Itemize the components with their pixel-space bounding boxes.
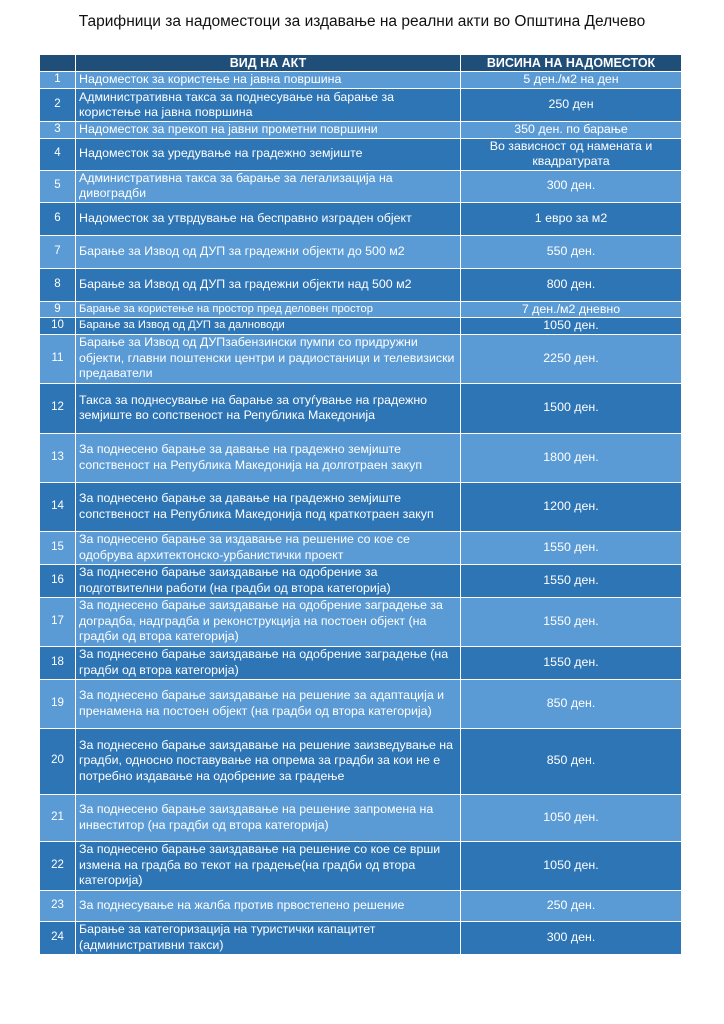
table-row xyxy=(40,89,682,122)
table-row xyxy=(40,268,682,301)
row-act-type: Барање за Извод од ДУП за градежни објекти до 500 м2 xyxy=(76,235,461,268)
table-row xyxy=(40,921,682,954)
row-number: 21 xyxy=(40,794,76,841)
row-act-type: Такса за поднесување на барање за отуѓување на градежно земјиште во сопственост на Република Македонија xyxy=(76,383,461,433)
table-row xyxy=(40,122,682,139)
table-row xyxy=(40,890,682,921)
row-act-type: Надоместок за користење на јавна површина xyxy=(76,72,461,89)
row-number: 24 xyxy=(40,921,76,954)
row-fee-amount: 350 ден. по барање xyxy=(461,122,682,139)
row-fee-amount: 1550 ден. xyxy=(461,597,682,646)
row-act-type: Барање за Извод од ДУП за градежни објекти над 500 м2 xyxy=(76,268,461,301)
row-number: 2 xyxy=(40,89,76,122)
row-act-type: Административна такса за барање за легализација на дивоградби xyxy=(76,170,461,202)
row-number: 4 xyxy=(40,138,76,170)
row-fee-amount: 300 ден. xyxy=(461,170,682,202)
row-number: 18 xyxy=(40,646,76,679)
row-act-type: За поднесено барање заиздавање на одобрение заградење за доградба, надградба и реконструкција на постоен објект (на градби од втора категорија) xyxy=(76,597,461,646)
table-header-row xyxy=(40,55,682,72)
row-fee-amount: 1550 ден. xyxy=(461,531,682,564)
header-fee-amount: ВИСИНА НА НАДОМЕСТОК xyxy=(461,55,682,72)
table-row xyxy=(40,646,682,679)
row-act-type: За поднесено барање заиздавање на одобрение за подготвителни работи (на градби од втора категорија) xyxy=(76,564,461,597)
row-act-type: За поднесено барање заиздавање на решение заизведување на градби, односно поставување на опрема за градби за кои не е потребно издавање на одобрение за градење xyxy=(76,728,461,794)
row-fee-amount: 2250 ден. xyxy=(461,334,682,383)
row-number: 7 xyxy=(40,235,76,268)
row-act-type: За поднесено барање за давање на градежно земјиште сопственост на Република Македонија под краткотраен закуп xyxy=(76,482,461,531)
row-act-type: За поднесување на жалба против првостепено решение xyxy=(76,890,461,921)
row-fee-amount: 800 ден. xyxy=(461,268,682,301)
row-fee-amount: Во зависност од намената и квадратурата xyxy=(461,138,682,170)
row-fee-amount: 1500 ден. xyxy=(461,383,682,433)
row-number: 5 xyxy=(40,170,76,202)
row-number: 20 xyxy=(40,728,76,794)
row-fee-amount: 5 ден./м2 на ден xyxy=(461,72,682,89)
row-act-type: За поднесено барање заиздавање на решение запромена на инвеститор (на градби од втора категорија) xyxy=(76,794,461,841)
row-fee-amount: 850 ден. xyxy=(461,728,682,794)
row-number: 19 xyxy=(40,679,76,728)
row-fee-amount: 250 ден. xyxy=(461,890,682,921)
row-act-type: Надоместок за уредување на градежно земјиште xyxy=(76,138,461,170)
row-fee-amount: 1 евро за м2 xyxy=(461,202,682,235)
row-number: 8 xyxy=(40,268,76,301)
row-number: 13 xyxy=(40,433,76,482)
table-row xyxy=(40,334,682,383)
row-fee-amount: 7 ден./м2 дневно xyxy=(461,301,682,318)
row-number: 3 xyxy=(40,122,76,139)
table-row xyxy=(40,170,682,202)
row-number: 9 xyxy=(40,301,76,318)
table-row xyxy=(40,841,682,890)
row-fee-amount: 1050 ден. xyxy=(461,318,682,335)
table-row xyxy=(40,202,682,235)
table-row xyxy=(40,318,682,335)
row-number: 16 xyxy=(40,564,76,597)
row-number: 15 xyxy=(40,531,76,564)
row-fee-amount: 550 ден. xyxy=(461,235,682,268)
table-row xyxy=(40,597,682,646)
row-act-type: Барање за Извод од ДУП за далноводи xyxy=(76,318,461,335)
row-act-type: За поднесено барање за издавање на решение со кое се одобрува архитектонско-урбанистички проект xyxy=(76,531,461,564)
row-fee-amount: 1050 ден. xyxy=(461,794,682,841)
row-act-type: За поднесено барање заиздавање на решение за адаптација и пренамена на постоен објект (на градби од втора категорија) xyxy=(76,679,461,728)
row-number: 23 xyxy=(40,890,76,921)
table-row xyxy=(40,72,682,89)
page-title: Тарифници за надоместоци за издавање на реални акти во Општина Делчево xyxy=(78,13,646,30)
row-fee-amount: 1550 ден. xyxy=(461,564,682,597)
table-row xyxy=(40,679,682,728)
row-fee-amount: 300 ден. xyxy=(461,921,682,954)
row-act-type: За поднесено барање заиздавање на одобрение заградење (на градби од втора категорија) xyxy=(76,646,461,679)
row-fee-amount: 1550 ден. xyxy=(461,646,682,679)
row-number: 22 xyxy=(40,841,76,890)
header-number xyxy=(40,55,76,72)
table-row xyxy=(40,728,682,794)
table-row xyxy=(40,301,682,318)
table-row xyxy=(40,794,682,841)
row-act-type: Барање за Извод од ДУПзабензински пумпи со придружни објекти, главни поштенски центри и радиостаници и телевизиски предаватели xyxy=(76,334,461,383)
table-row xyxy=(40,383,682,433)
row-act-type: Административна такса за поднесување на барање за користење на јавна површина xyxy=(76,89,461,122)
row-act-type: Надоместок за утврдување на бесправно изграден објект xyxy=(76,202,461,235)
fees-table xyxy=(39,54,682,955)
row-act-type: Барање за категоризација на туристички капацитет (административни такси) xyxy=(76,921,461,954)
row-act-type: За поднесено барање заиздавање на решение со кое се врши измена на градба во текот на градење(на градби од втора категорија) xyxy=(76,841,461,890)
table-row xyxy=(40,138,682,170)
row-number: 6 xyxy=(40,202,76,235)
row-number: 17 xyxy=(40,597,76,646)
row-fee-amount: 1050 ден. xyxy=(461,841,682,890)
row-number: 1 xyxy=(40,72,76,89)
table-row xyxy=(40,433,682,482)
row-fee-amount: 850 ден. xyxy=(461,679,682,728)
row-number: 12 xyxy=(40,383,76,433)
row-fee-amount: 1200 ден. xyxy=(461,482,682,531)
row-fee-amount: 1800 ден. xyxy=(461,433,682,482)
row-act-type: Надоместок за прекоп на јавни прометни површини xyxy=(76,122,461,139)
row-fee-amount: 250 ден xyxy=(461,89,682,122)
row-number: 14 xyxy=(40,482,76,531)
table-row xyxy=(40,564,682,597)
row-number: 11 xyxy=(40,334,76,383)
row-act-type: За поднесено барање за давање на градежно земјиште сопственост на Република Македонија на долготраен закуп xyxy=(76,433,461,482)
table-row xyxy=(40,482,682,531)
table-row xyxy=(40,235,682,268)
header-act-type: ВИД НА АКТ xyxy=(76,55,461,72)
row-act-type: Барање за користење на простор пред деловен простор xyxy=(76,301,461,318)
row-number: 10 xyxy=(40,318,76,335)
table-row xyxy=(40,531,682,564)
